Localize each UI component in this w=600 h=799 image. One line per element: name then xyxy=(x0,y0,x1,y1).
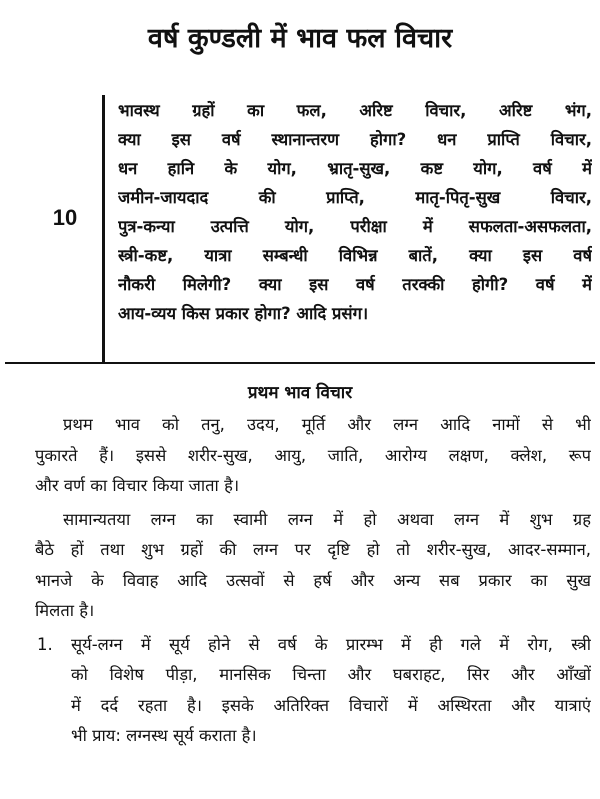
text-line: भानजे के विवाह आदि उत्सवों से हर्ष और अन्य सब प्रकार का सुख xyxy=(35,570,591,590)
text-line: में दर्द रहता है। इसके अतिरिक्त विचारों में अस्थिरता और यात्राएं xyxy=(71,695,591,715)
summary-line: भावस्थ ग्रहों का फल, अरिष्ट विचार, अरिष्ट भंग, xyxy=(118,101,592,120)
summary-line: पुत्र-कन्या उत्पत्ति योग, परीक्षा में सफलता-असफलता, xyxy=(118,217,592,236)
text-line: पुकारते हैं। इससे शरीर-सुख, आयु, जाति, आरोग्य लक्षण, क्लेश, रूप xyxy=(35,445,591,465)
summary-line: आय-व्यय किस प्रकार होगा? आदि प्रसंग। xyxy=(118,304,369,323)
text-line: सूर्य-लग्न में सूर्य होने से वर्ष के प्रारम्भ में ही गले में रोग, स्त्री xyxy=(71,634,591,654)
text-line: और वर्ण का विचार किया जाता है। xyxy=(35,476,240,495)
horizontal-divider xyxy=(5,362,595,364)
summary-line: क्या इस वर्ष स्थानान्तरण होगा? धन प्राप्ति विचार, xyxy=(118,130,592,149)
list-item xyxy=(35,630,591,752)
text-line: सामान्यतया लग्न का स्वामी लग्न में हो अथवा लग्न में शुभ ग्रह xyxy=(63,509,591,529)
text-line: को विशेष पीड़ा, मानसिक चिन्ता और घबराहट, सिर और आँखों xyxy=(71,665,591,684)
page-title: वर्ष कुण्डली में भाव फल विचार xyxy=(147,23,453,54)
chapter-summary xyxy=(118,96,592,328)
text-line: प्रथम भाव को तनु, उदय, मूर्ति और लग्न आदि नामों से भी xyxy=(63,415,591,434)
paragraph xyxy=(35,410,591,502)
summary-line: नौकरी मिलेगी? क्या इस वर्ष तरक्की होगी? वर्ष में xyxy=(118,275,592,294)
section-heading: प्रथम भाव विचार xyxy=(247,383,353,403)
summary-line: जमीन-जायदाद की प्राप्ति, मातृ-पितृ-सुख विचार, xyxy=(118,188,592,207)
text-line: भी प्राय: लग्नस्थ सूर्य कराता है। xyxy=(71,726,257,745)
chapter-number: 10 xyxy=(52,205,78,230)
text-line: मिलता है। xyxy=(35,601,95,620)
summary-line: स्त्री-कष्ट, यात्रा सम्बन्धी विभिन्न बातें, क्या इस वर्ष xyxy=(118,246,592,265)
text-line: बैठे हों तथा शुभ ग्रहों की लग्न पर दृष्टि हो तो शरीर-सुख, आदर-सम्मान, xyxy=(35,540,591,559)
paragraph xyxy=(35,505,591,627)
list-number: 1. xyxy=(37,634,53,654)
vertical-divider xyxy=(102,95,105,363)
body-text xyxy=(35,410,591,752)
summary-line: धन हानि के योग, भ्रातृ-सुख, कष्ट योग, वर्ष में xyxy=(118,159,592,178)
